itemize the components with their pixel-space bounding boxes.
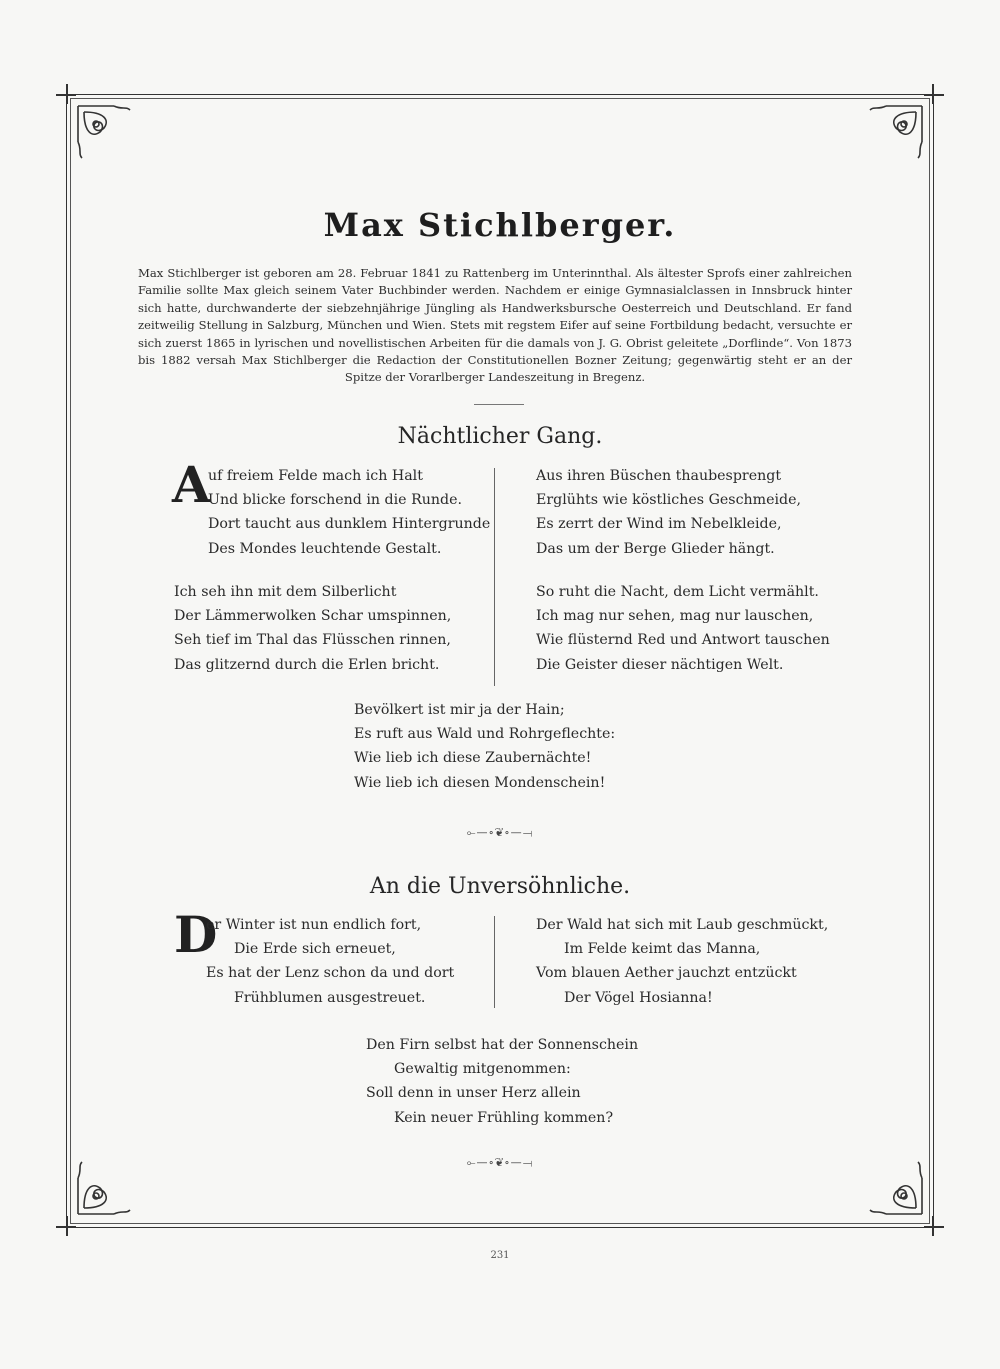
poem-line: Das um der Berge Glieder hängt.: [536, 540, 775, 557]
poem-closing-stanza: [354, 698, 615, 795]
frame-tick: [66, 84, 68, 104]
poem-line: Wie lieb ich diese Zaubernächte!: [354, 750, 592, 767]
poem-line: Im Felde keimt das Manna,: [564, 941, 761, 958]
poem-line: Ich mag nur sehen, mag nur lauschen,: [536, 608, 814, 625]
poem-line: Den Firn selbst hat der Sonnenschein: [366, 1037, 639, 1053]
poem-line: Vom blauen Aether jauchzt entzückt: [536, 965, 797, 982]
poem-line: Der Wald hat sich mit Laub geschmückt,: [536, 917, 829, 933]
poem-line: So ruht die Nacht, dem Licht vermählt.: [536, 584, 819, 600]
column-divider: [494, 916, 495, 1008]
frame-tick: [932, 1216, 934, 1236]
poem-line: Die Geister dieser nächtigen Welt.: [536, 656, 784, 673]
biography-paragraph: Max Stichlberger ist geboren am 28. Februar 1841 zu Rattenberg im Unterinnthal. Als ältester Sprofs einer zahlreichen Familie sollte Max gleich seinem Vater Buchbinder werden. Nachdem er einige Gymnasialclassen in Innsbruck hinter sich hatte, durchwanderte der siebzehnjährige Jüngling als Handwerksbursche Oesterreich und Deutschland. Er fand zeitweilig Stellung in Salzburg, München und Wien. Stets mit regstem Eifer auf seine Fortbildung bedacht, versuchte er sich zuerst 1865 in lyrischen und novellistischen Arbeiten für die damals von J. G. Obrist geleitete „Dorflinde“. Von 1873 bis 1882 versah Max Stichlberger die Redaction der Constitutionellen Bozner Zeitung; gegenwärtig steht er an der Spitze der Vorarlberger Landeszeitung in Bregenz.: [138, 266, 852, 385]
poem-line: Es ruft aus Wald und Rohrgeflechte:: [354, 726, 616, 743]
corner-ornament-top-left-icon: [74, 102, 138, 166]
drop-cap: D: [174, 905, 218, 964]
poem-line: Seh tief im Thal das Flüsschen rinnen,: [174, 632, 451, 649]
poem-line: Es zerrt der Wind im Nebelkleide,: [536, 516, 782, 533]
page-number: 231: [490, 1250, 510, 1261]
poem-line: Der Vögel Hosianna!: [564, 989, 713, 1006]
poem-line: Die Erde sich erneuet,: [234, 941, 396, 958]
poem-right-stanza-2: [536, 580, 830, 677]
poem-left-stanza-1: [208, 464, 490, 561]
poem-right-stanza-1: [536, 464, 801, 561]
poem-line: Dort taucht aus dunklem Hintergrunde: [208, 516, 491, 533]
poem-line: Frühblumen ausgestreuet.: [234, 989, 426, 1006]
corner-ornament-top-right-icon: [862, 102, 926, 166]
poem-line: Aus ihren Büschen thaubesprengt: [536, 468, 782, 484]
poem-right-stanza: [536, 913, 828, 1010]
poem-line: Erglühts wie köstliches Geschmeide,: [536, 492, 802, 509]
poem-left-stanza: [206, 913, 454, 1010]
poem-line: Bevölkert ist mir ja der Hain;: [354, 702, 565, 718]
poem-line: Wie flüsternd Red und Antwort tauschen: [536, 632, 830, 649]
poem-line: Des Mondes leuchtende Gestalt.: [208, 540, 442, 557]
poem-line: Es hat der Lenz schon da und dort: [206, 965, 455, 982]
frame-tick: [932, 84, 934, 104]
poem-left-stanza-2: [174, 580, 451, 677]
poem-line: Das glitzernd durch die Erlen bricht.: [174, 656, 440, 673]
poem-line: er Winter ist nun endlich fort,: [206, 917, 422, 933]
column-divider: [494, 468, 495, 686]
frame-tick: [924, 94, 944, 96]
page-title: Max Stichlberger.: [323, 206, 677, 244]
poem-line: Gewaltig mitgenommen:: [394, 1061, 571, 1078]
poem-line: Der Lämmerwolken Schar umspinnen,: [174, 608, 452, 625]
poem-title: An die Unversöhnliche.: [369, 874, 631, 899]
poem-line: Und blicke forschend in die Runde.: [208, 492, 463, 509]
poem-line: Kein neuer Frühling kommen?: [394, 1109, 614, 1126]
frame-tick: [924, 1226, 944, 1228]
poem-line: Wie lieb ich diesen Mondenschein!: [354, 774, 606, 791]
poem-title: Nächtlicher Gang.: [397, 424, 603, 449]
drop-cap: A: [172, 455, 211, 514]
poem-closing-stanza: [366, 1033, 638, 1130]
section-divider: [474, 404, 524, 405]
poem-line: Ich seh ihn mit dem Silberlicht: [174, 584, 397, 600]
poem-line: uf freiem Felde mach ich Halt: [208, 468, 423, 484]
poem-line: Soll denn in unser Herz allein: [366, 1085, 581, 1102]
frame-tick: [66, 1216, 68, 1236]
ornament-divider-icon: ⟜—∘❦∘—⟞: [466, 1156, 534, 1169]
ornament-divider-icon: ⟜—∘❦∘—⟞: [466, 826, 534, 839]
